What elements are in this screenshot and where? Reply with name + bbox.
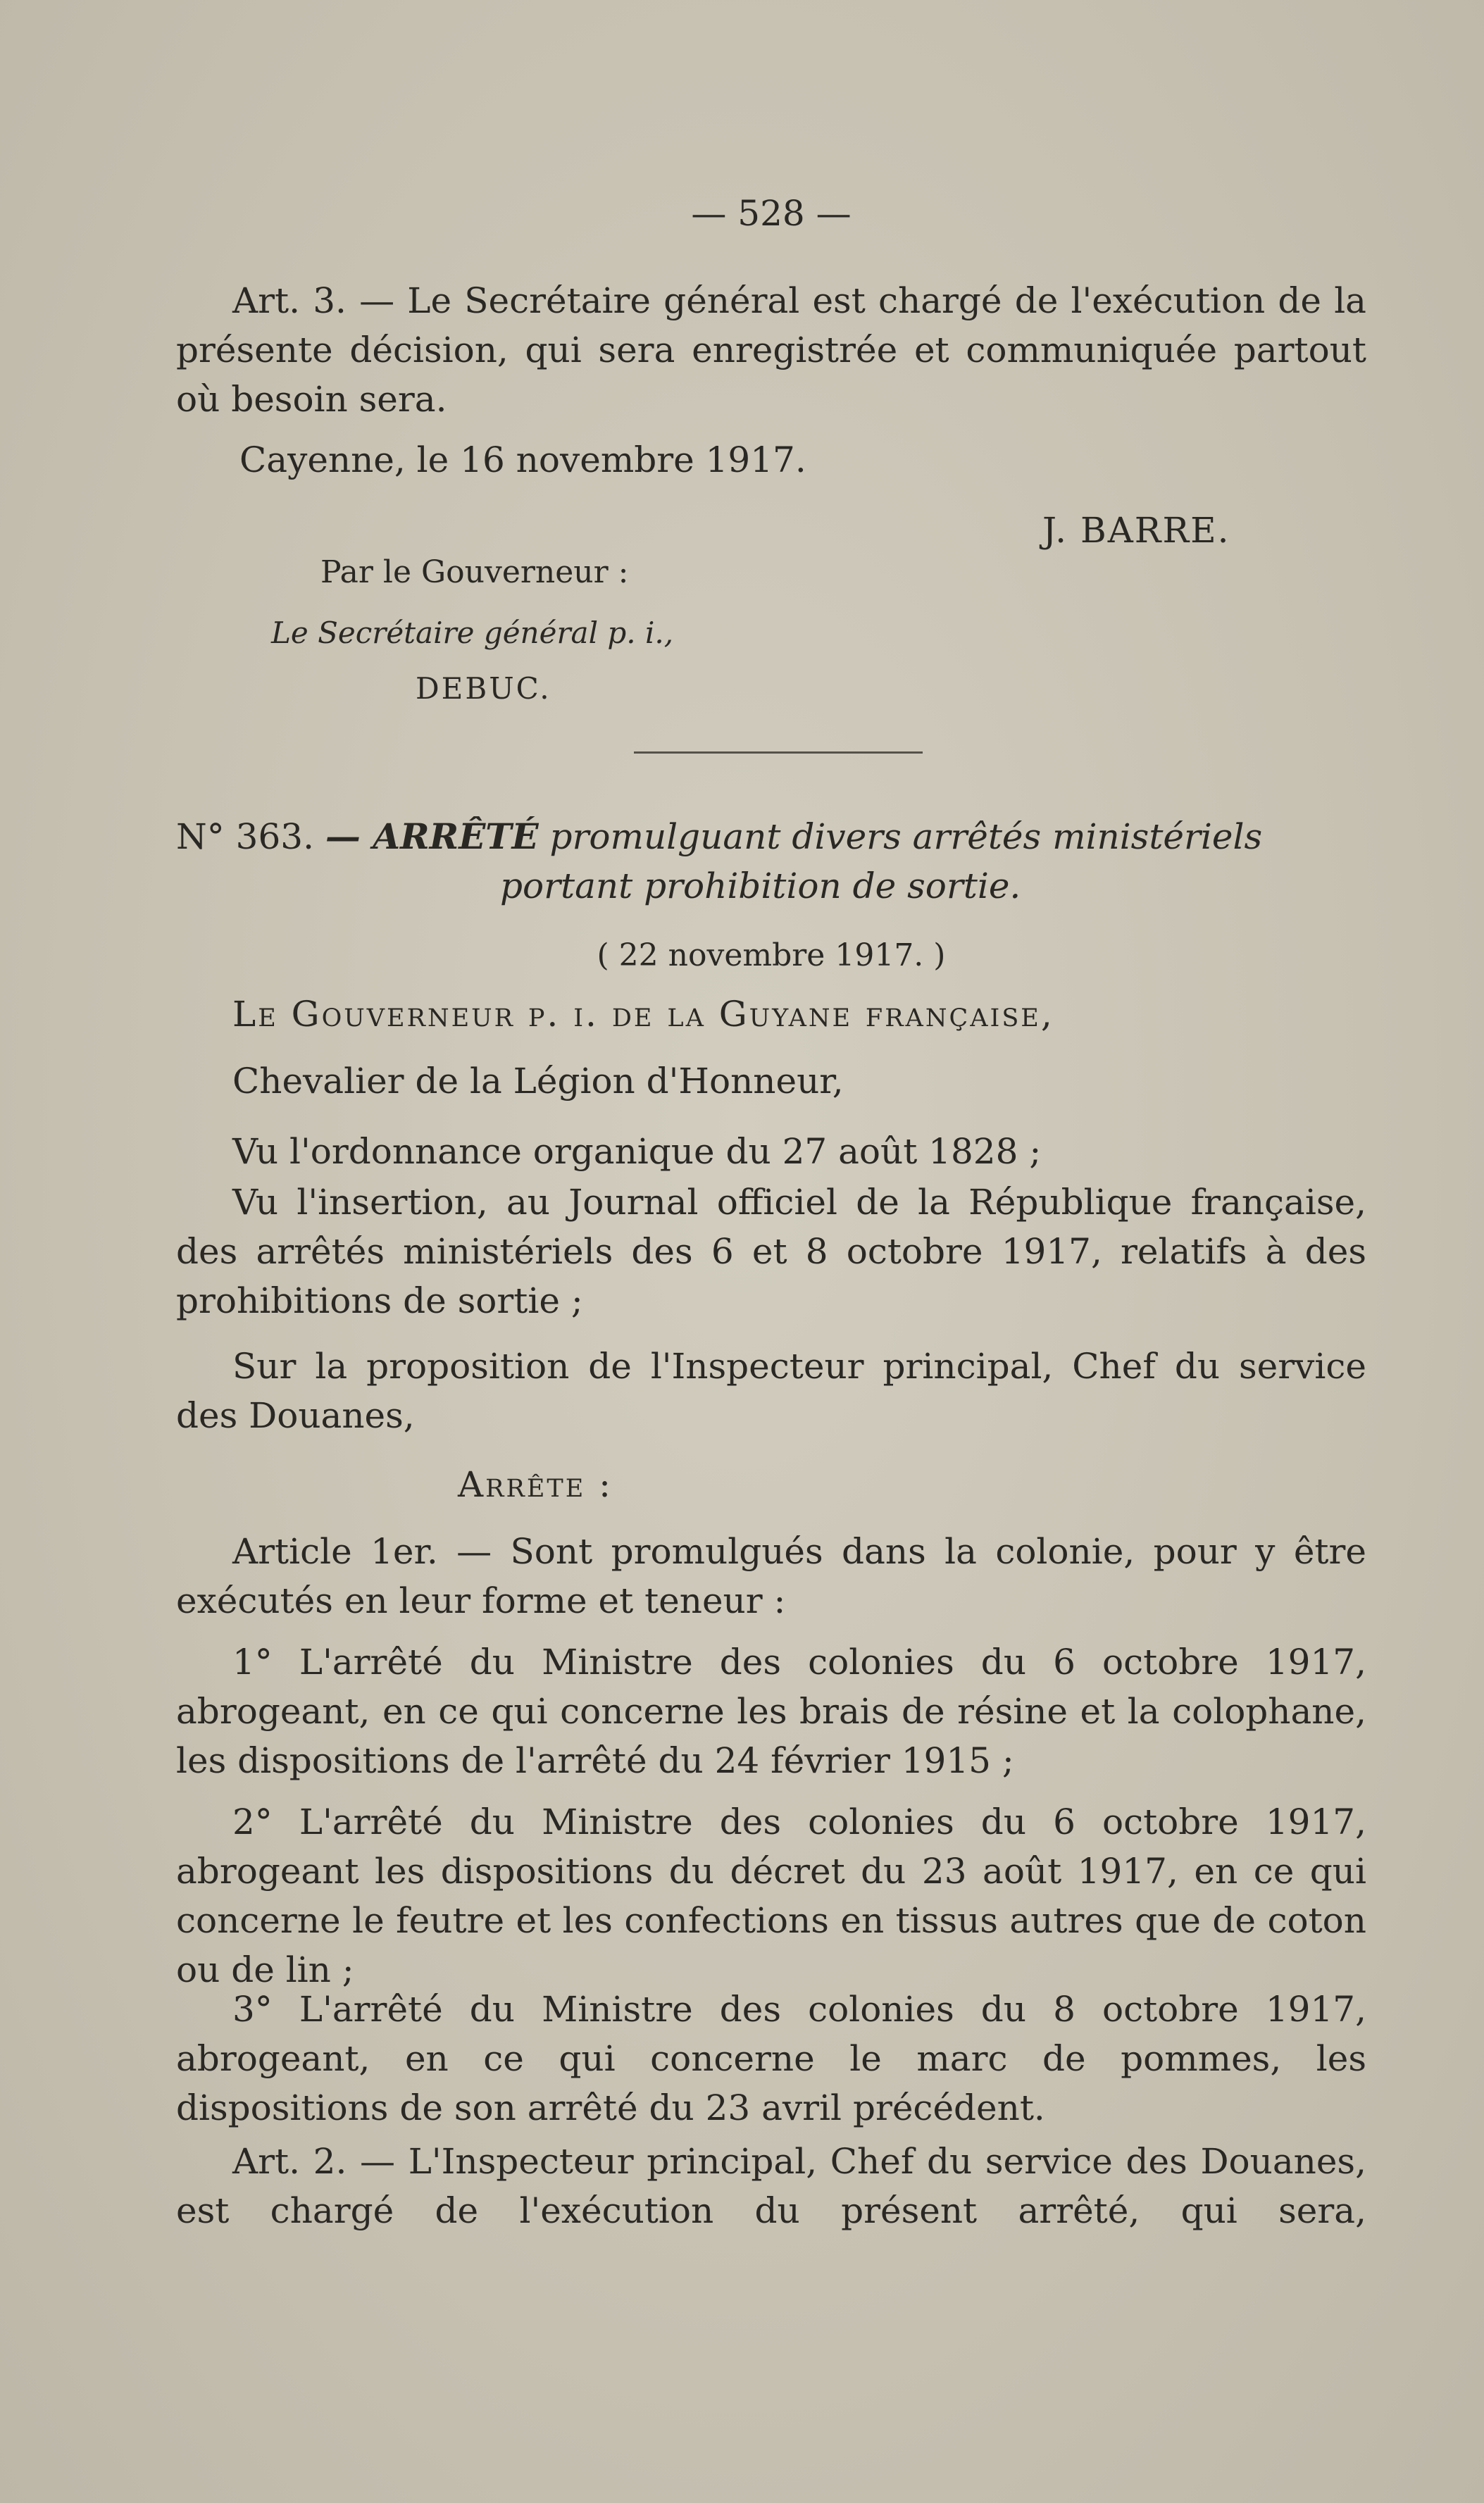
chevalier-line: Chevalier de la Légion d'Honneur, [232,1061,844,1101]
article-1: Article 1er. — Sont promulgués dans la colonie, pour y être exécutés en leur forme et teneur : [176,1531,1366,1621]
section-divider [634,751,923,754]
vu-ordonnance: Vu l'ordonnance organique du 27 août 1828 ; [232,1131,1042,1172]
arrete-title-line2: portant prohibition de sortie. [500,866,1021,906]
arrete-heading: Arrête : [458,1464,613,1505]
article-2: Art. 2. — L'Inspecteur principal, Chef du service des Douanes, est chargé de l'exécution du présent arrêté, qui sera, [176,2141,1366,2231]
signature: J. BARRE. [1042,510,1230,551]
arrete-date: ( 22 novembre 1917. ) [597,937,946,973]
item-2: 2° L'arrêté du Ministre des colonies du 6 octobre 1917, abrogeant les dispositions du décret du 23 août 1917, en ce qui concerne le feutre et les confections en tissus autres que de coton ou de lin ; [176,1802,1366,1990]
arrete-title-line1 [176,812,1366,861]
par-le-gouverneur: Par le Gouverneur : [320,554,629,590]
secretaire-general: Le Secrétaire général p. i., [271,616,674,650]
arrete-title-rest: promulguant divers arrêtés ministériels [538,816,1263,857]
secretaire-name: DEBUC. [416,671,551,706]
decision-article-3: Art. 3. — Le Secrétaire général est chargé de l'exécution de la présente décision, qui sera enregistrée et communiquée partout où besoin sera. [176,280,1366,420]
item-1: 1° L'arrêté du Ministre des colonies du 6 octobre 1917, abrogeant, en ce qui concerne les brais de résine et la colophane, les dispositions de l'arrêté du 24 février 1915 ; [176,1642,1366,1781]
item-3: 3° L'arrêté du Ministre des colonies du 8 octobre 1917, abrogeant, en ce qui concerne le marc de pommes, les dispositions de son arrêté du 23 avril précédent. [176,1989,1366,2128]
vu-insertion: Vu l'insertion, au Journal officiel de la République française, des arrêtés ministériels des 6 et 8 octobre 1917, relatifs à des prohibitions de sortie ; [176,1182,1366,1321]
page-number: — 528 — [691,193,852,234]
sur-proposition: Sur la proposition de l'Inspecteur principal, Chef du service des Douanes, [176,1346,1366,1436]
arrete-title-bold: — ARRÊTÉ [325,816,539,857]
arrete-number: N° 363. [176,816,314,857]
place-date: Cayenne, le 16 novembre 1917. [239,439,806,480]
gouverneur-line: Le Gouverneur p. i. de la Guyane française, [232,994,1054,1035]
